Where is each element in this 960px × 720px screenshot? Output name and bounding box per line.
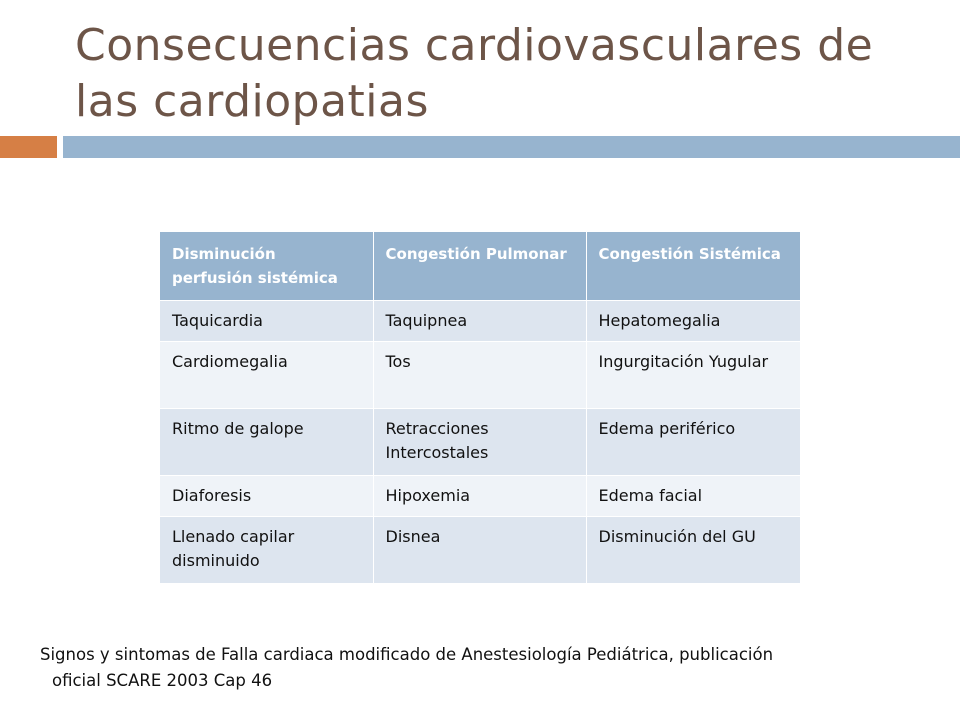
table-cell: Disminución del GU xyxy=(586,517,800,584)
caption-line: oficial SCARE 2003 Cap 46 xyxy=(52,671,273,690)
table-cell: Hipoxemia xyxy=(373,476,586,517)
column-header: Disminución perfusión sistémica xyxy=(160,232,373,301)
table-header-row xyxy=(160,232,800,301)
column-header: Congestión Sistémica xyxy=(586,232,800,301)
title-underline-bar xyxy=(63,136,960,158)
table-cell: Diaforesis xyxy=(160,476,373,517)
table-cell: Taquipnea xyxy=(373,301,586,342)
table-row xyxy=(160,517,800,584)
table-row xyxy=(160,301,800,342)
table-cell: Edema periférico xyxy=(586,409,800,476)
table-cell: Llenado capilar disminuido xyxy=(160,517,373,584)
table-row xyxy=(160,476,800,517)
table-cell: Tos xyxy=(373,342,586,409)
table-cell: Ingurgitación Yugular xyxy=(586,342,800,409)
table-cell: Retracciones Intercostales xyxy=(373,409,586,476)
symptoms-table xyxy=(160,232,801,583)
accent-bar xyxy=(0,136,57,158)
table-cell: Hepatomegalia xyxy=(586,301,800,342)
table-row xyxy=(160,342,800,409)
caption-line: Signos y sintomas de Falla cardiaca modificado de Anestesiología Pediátrica, publicación xyxy=(40,645,774,664)
table-cell: Disnea xyxy=(373,517,586,584)
source-caption xyxy=(40,642,940,694)
table-cell: Taquicardia xyxy=(160,301,373,342)
table-cell: Cardiomegalia xyxy=(160,342,373,409)
table-cell: Edema facial xyxy=(586,476,800,517)
column-header: Congestión Pulmonar xyxy=(373,232,586,301)
table-row xyxy=(160,409,800,476)
table-cell: Ritmo de galope xyxy=(160,409,373,476)
slide-title: Consecuencias cardiovasculares de las cardiopatias xyxy=(75,20,874,127)
